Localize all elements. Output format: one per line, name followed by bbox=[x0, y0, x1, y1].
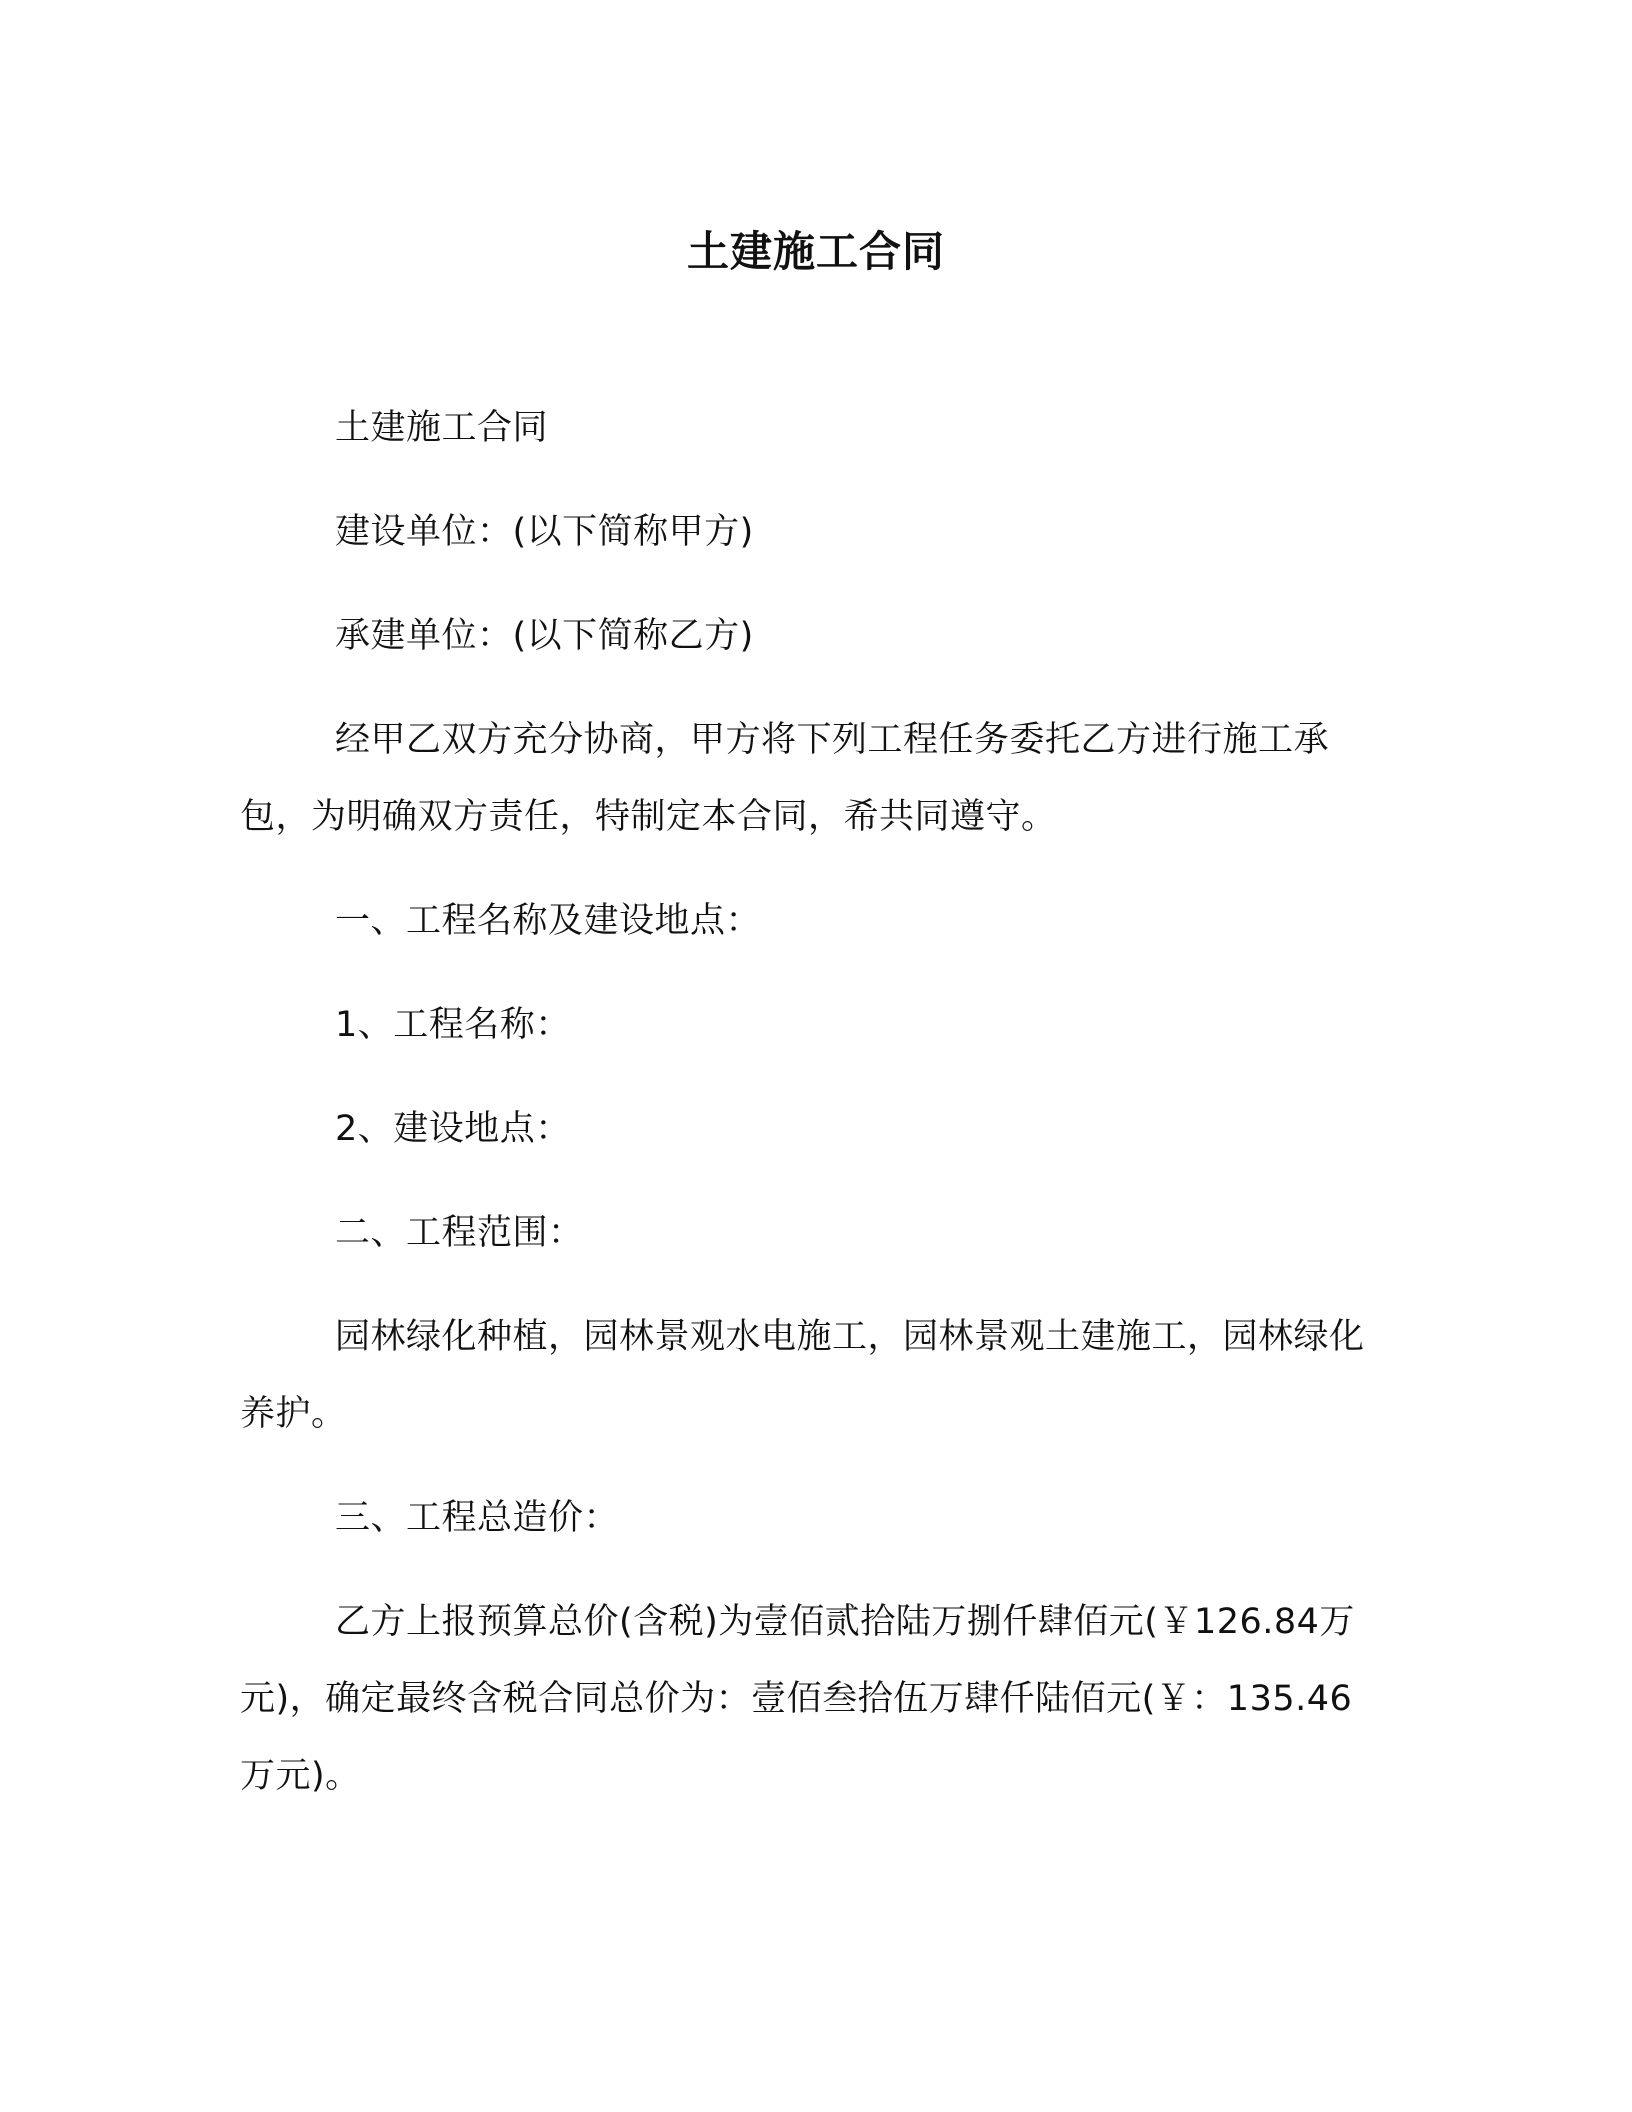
section-heading-1: 一、工程名称及建设地点： bbox=[335, 901, 762, 941]
section-heading-2: 二、工程范围： bbox=[335, 1213, 584, 1253]
paragraph-contract-name: 土建施工合同 bbox=[335, 408, 549, 448]
paragraph-preamble: 经甲乙双方充分协商，甲方将下列工程任务委托乙方进行施工承包，为明确双方责任，特制定本合同，希共同遵守。 bbox=[240, 720, 1330, 837]
section-heading-3: 三、工程总造价： bbox=[335, 1498, 620, 1538]
document-body bbox=[240, 390, 1375, 1842]
paragraph-party-b: 承建单位：(以下简称乙方) bbox=[335, 616, 754, 656]
paragraph-project-name: 1、工程名称： bbox=[335, 1005, 571, 1045]
document-title: 土建施工合同 bbox=[686, 227, 945, 276]
paragraph-party-a: 建设单位：(以下简称甲方) bbox=[335, 512, 754, 552]
paragraph-total-price: 乙方上报预算总价(含税)为壹佰贰拾陆万捌仟肆佰元(￥126.84万元)，确定最终含税合同总价为：壹佰叁拾伍万肆仟陆佰元(￥：135.46 万元)。 bbox=[240, 1602, 1355, 1796]
paragraph-scope: 园林绿化种植，园林景观水电施工，园林景观土建施工，园林绿化养护。 bbox=[240, 1317, 1365, 1434]
paragraph-construction-site: 2、建设地点： bbox=[335, 1109, 571, 1149]
